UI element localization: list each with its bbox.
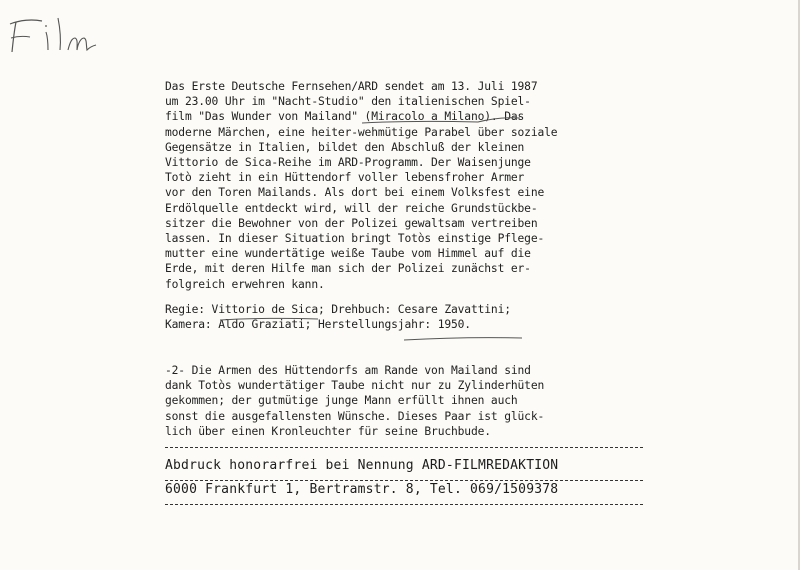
dashed-rule-bottom	[165, 504, 643, 505]
body-line: Totò zieht in ein Hüttendorf voller lebensfroher Armer	[165, 171, 525, 185]
photo-caption	[165, 363, 544, 439]
caption-line: dank Totòs wundertätiger Taube nicht nur zu Zylinderhüten	[165, 379, 545, 393]
body-line: sitzer die Bewohner von der Polizei gewaltsam vertreiben	[165, 216, 538, 230]
body-line: folgreich erwehren kann.	[165, 277, 325, 291]
dashed-rule-middle	[165, 480, 643, 481]
body-line: Erdölquelle entdeckt wird, will der reiche Grundstückbe-	[165, 201, 538, 215]
caption-line: gekommen; der gutmütige junge Mann erfüllt ihnen auch	[165, 394, 518, 408]
body-paragraph	[165, 79, 557, 292]
body-line: lassen. In dieser Situation bringt Totòs einstige Pflege-	[165, 232, 545, 246]
credits-line: Regie: Vittorio de Sica; Drehbuch: Cesare Zavattini;	[165, 303, 511, 316]
body-line: Erde, mit deren Hilfe man sich der Polizei zunächst er-	[165, 262, 531, 276]
body-line: Vittorio de Sica-Reihe im ARD-Programm. Der Waisenjunge	[165, 156, 531, 170]
footer-copyright-note: Abdruck honorarfrei bei Nennung ARD-FILMREDAKTION	[165, 458, 559, 473]
dashed-rule-top	[165, 447, 643, 448]
body-line: moderne Märchen, eine heiter-wehmütige Parabel über soziale	[165, 125, 558, 139]
body-line: mutter eine wundertätige weiße Taube vom Himmel auf die	[165, 247, 531, 261]
caption-line: -2- Die Armen des Hüttendorfs am Rande von Mailand sind	[165, 364, 531, 377]
credits-paragraph	[165, 302, 511, 332]
handwritten-note-film	[6, 12, 102, 60]
caption-line: sonst die ausgefallensten Wünsche. Dieses Paar ist glück-	[165, 409, 545, 423]
body-line: um 23.00 Uhr im "Nacht-Studio" den italienischen Spiel-	[165, 95, 531, 109]
body-line: vor den Toren Mailands. Als dort bei einem Volksfest eine	[165, 186, 545, 200]
body-line: film "Das Wunder von Mailand" (Miracolo a Milano). Das	[165, 110, 525, 124]
credits-line: Kamera: Aldo Graziati; Herstellungsjahr: 1950.	[165, 318, 471, 332]
body-line: Gegensätze in Italien, bildet den Abschluß der kleinen	[165, 140, 525, 154]
footer-address: 6000 Frankfurt 1, Bertramstr. 8, Tel. 069/1509378	[165, 482, 559, 497]
body-line: Das Erste Deutsche Fernsehen/ARD sendet am 13. Juli 1987	[165, 80, 538, 93]
caption-line: lich über einen Kronleuchter für seine Bruchbude.	[165, 424, 491, 438]
